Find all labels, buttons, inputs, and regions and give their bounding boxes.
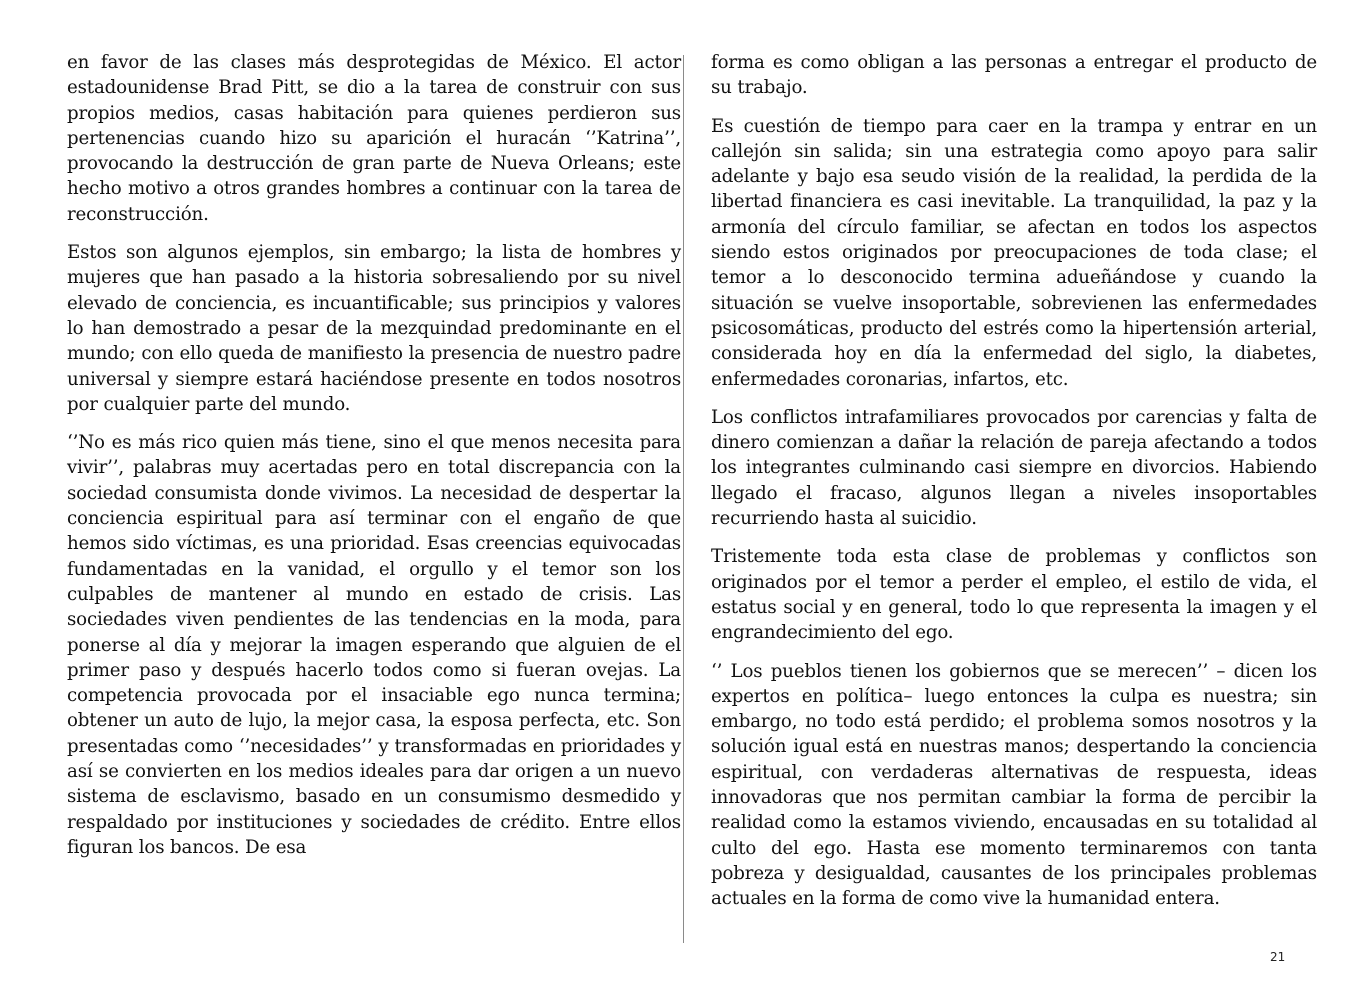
paragraph: en favor de las clases más desprotegidas de México. El actor estadounidense Brad Pitt, se dio a la tarea de construir con sus propios medios, casas habitación para quienes perdieron sus pertenencias cuando hizo su aparición el huracán ‘’Katrina’’, provocando la destrucción de gran parte de Nueva Orleans; este hecho motivo a otros grandes hombres a continuar con la tarea de reconstrucción. xyxy=(67,52,681,225)
paragraph: ‘’ Los pueblos tienen los gobiernos que se merecen’’ – dicen los expertos en política– luego entonces la culpa es nuestra; sin embargo, no todo está perdido; el problema somos nosotros y la solución igual está en nuestras manos; despertando la conciencia espiritual, con verdaderas alternativas de respuesta, ideas innovadoras que nos permitan cambiar la forma de percibir la realidad como la estamos viviendo, encausadas en su totalidad al culto del ego. Hasta ese momento terminaremos con tanta pobreza y desigualdad, causantes de los principales problemas actuales en la forma de como vive la humanidad entera. xyxy=(711,660,1317,910)
paragraph: Es cuestión de tiempo para caer en la trampa y entrar en un callejón sin salida; sin una estrategia como apoyo para salir adelante y bajo esa seudo visión de la realidad, la perdida de la libertad financiera es casi inevitable. La tranquilidad, la paz y la armonía del círculo familiar, se afectan en todos los aspectos siendo estos originados por preocupaciones de toda clase; el temor a lo desconocido termina adueñándose y cuando la situación se vuelve insoportable, sobrevienen las enfermedades psicosomáticas, producto del estrés como la hipertensión arterial, considerada hoy en día la enfermedad del siglo, la diabetes, enfermedades coronarias, infartos, etc. xyxy=(711,115,1317,390)
paragraph: Tristemente toda esta clase de problemas y conflictos son originados por el temor a perder el empleo, el estilo de vida, el estatus social y en general, todo lo que representa la imagen y el engrandecimiento del ego. xyxy=(711,546,1317,644)
paragraph: Estos son algunos ejemplos, sin embargo; la lista de hombres y mujeres que han pasado a la historia sobresaliendo por su nivel elevado de conciencia, es incuantificable; sus principios y valores lo han demostrado a pesar de la mezquindad predominante en el mundo; con ello queda de manifiesto la presencia de nuestro padre universal y siempre estará haciéndose presente en todos nosotros por cualquier parte del mundo. xyxy=(67,242,681,415)
left-text-column xyxy=(67,50,681,873)
paragraph: ‘’No es más rico quien más tiene, sino el que menos necesita para vivir’’, palabras muy acertadas pero en total discrepancia con la sociedad consumista donde vivimos. La necesidad de despertar la conciencia espiritual para así terminar con el engaño de que hemos sido víctimas, es una prioridad. Esas creencias equivocadas fundamentadas en la vanidad, el orgullo y el temor son los culpables de mantener al mundo en estado de crisis. Las sociedades viven pendientes de las tendencias en la moda, para ponerse al día y mejorar la imagen esperando que alguien de el primer paso y después hacerlo todos como si fueran ovejas. La competencia provocada por el insaciable ego nunca termina; obtener un auto de lujo, la mejor casa, la esposa perfecta, etc. Son presentadas como ‘’necesidades’’ y transformadas en prioridades y así se convierten en los medios ideales para dar origen a un nuevo sistema de esclavismo, basado en un consumismo desmedido y respaldado por instituciones y sociedades de crédito. Entre ellos figuran los bancos. De esa xyxy=(67,432,681,858)
page-number: 21 xyxy=(1270,950,1286,964)
column-divider xyxy=(683,55,684,943)
right-text-column xyxy=(711,50,1317,925)
paragraph: forma es como obligan a las personas a entregar el producto de su trabajo. xyxy=(711,52,1317,99)
paragraph: Los conflictos intrafamiliares provocados por carencias y falta de dinero comienzan a dañar la relación de pareja afectando a todos los integrantes culminando casi siempre en divorcios. Habiendo llegado el fracaso, algunos llegan a niveles insoportables recurriendo hasta al suicidio. xyxy=(711,406,1317,530)
